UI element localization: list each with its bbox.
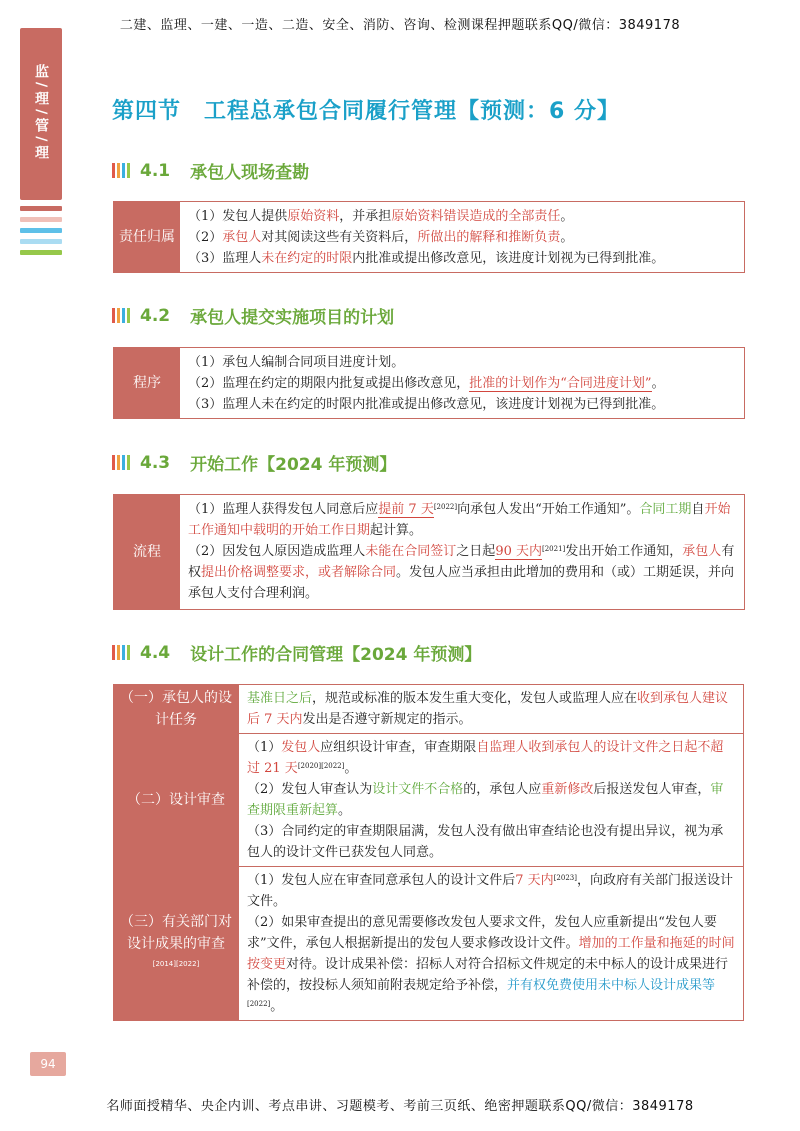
side-tab-label: 监/理/管/理 (33, 64, 49, 164)
side-color-bars (20, 206, 62, 261)
box-content (180, 348, 744, 418)
row-label: （一）承包人的设计任务 (114, 685, 239, 734)
header-banner: 二建、监理、一建、一造、二造、安全、消防、咨询、检测课程押题联系QQ/微信：3849178 (119, 18, 681, 33)
page-number: 94 (30, 1052, 66, 1076)
side-bar (20, 206, 62, 211)
box-label: 程序 (114, 348, 180, 418)
footer-banner: 名师面授精华、央企内训、考点串讲、习题模考、考前三页纸、绝密押题联系QQ/微信：3849178 (106, 1099, 694, 1114)
box-label: 流程 (114, 495, 180, 609)
subsection-number: 4.1 (140, 160, 171, 181)
subsection-title: 承包人提交实施项目的计划 (190, 308, 395, 328)
side-bar (20, 250, 62, 255)
box-content (180, 495, 744, 609)
subsection-number: 4.4 (140, 642, 171, 663)
row-label: （二）设计审查 (114, 734, 239, 867)
text-line: （2）监理在约定的期限内批复或提出修改意见，批准的计划作为“合同进度计划”。 (188, 376, 665, 391)
text-line: （1）承包人编制合同项目进度计划。 (188, 355, 405, 370)
box-label: 责任归属 (114, 202, 180, 272)
design-management-table (113, 684, 744, 1021)
text-line: （2）因发包人原因造成监理人未能在合同签订之日起90 天内[2021]发出开始工作通知，承包人有权提出价格调整要求，或者解除合同。发包人应当承担由此增加的费用和（或）工期延误，并向承包人支付合理利润。 (188, 544, 735, 601)
heading-bars-icon (112, 455, 130, 470)
subsection-heading-4-2 (112, 303, 394, 328)
subsection-title: 承包人现场查勘 (190, 163, 310, 183)
text-line: （3）监理人未在约定的时限内批准或提出修改意见，该进度计划视为已得到批准。 (188, 397, 665, 412)
row-content: （1）发包人应组织设计审查，审查期限自监理人收到承包人的设计文件之日起不超过 21 天[2020][2022]。 （2）发包人审查认为设计文件不合格的，承包人应重新修改后报送发包人审查，审查期限重新起算。 （3）合同约定的审查期限届满，发包人没有做出审查结论也没有提出异议，视为承包人的设计文件已获发包人同意。 (239, 734, 744, 867)
subsection-heading-4-3 (112, 450, 396, 475)
heading-bars-icon (112, 163, 130, 178)
text-line: （2）承包人对其阅读这些有关资料后，所做出的解释和推断负责。 (188, 230, 574, 245)
subsection-title: 开始工作【2024 年预测】 (190, 455, 397, 475)
side-bar (20, 217, 62, 222)
table-row (114, 685, 744, 734)
row-label: （三）有关部门对设计成果的审查[2014][2022] (114, 867, 239, 1021)
box-content (180, 202, 744, 272)
box-4-2 (113, 347, 745, 419)
text-line: （1）监理人获得发包人同意后应提前 7 天[2022]向承包人发出“开始工作通知”。合同工期自开始工作通知中载明的开始工作日期起计算。 (188, 502, 731, 538)
section-title: 第四节 工程总承包合同履行管理【预测：6 分】 (112, 99, 620, 124)
table-row (114, 734, 744, 867)
subsection-number: 4.2 (140, 305, 171, 326)
subsection-heading-4-4 (112, 640, 481, 665)
table-row (114, 867, 744, 1021)
subsection-title: 设计工作的合同管理【2024 年预测】 (190, 645, 482, 665)
box-4-3 (113, 494, 745, 610)
side-chapter-tab (20, 28, 62, 200)
side-bar (20, 228, 62, 233)
heading-bars-icon (112, 645, 130, 660)
side-bar (20, 239, 62, 244)
box-4-1 (113, 201, 745, 273)
text-line: （1）发包人提供原始资料，并承担原始资料错误造成的全部责任。 (188, 209, 574, 224)
row-content: （1）发包人应在审查同意承包人的设计文件后7 天内[2023]，向政府有关部门报送设计文件。 （2）如果审查提出的意见需要修改发包人要求文件，发包人应重新提出“发包人要求”文件，承包人根据新提出的发包人要求修改设计文件。增加的工作量和拖延的时间按变更对待。设计成果补偿：招标人对符合招标文件规定的未中标人的设计成果进行补偿的，按投标人须知前附表规定给予补偿，并有权免费使用未中标人设计成果等[2022]。 (239, 867, 744, 1021)
subsection-heading-4-1 (112, 158, 309, 183)
subsection-number: 4.3 (140, 452, 171, 473)
heading-bars-icon (112, 308, 130, 323)
text-line: （3）监理人未在约定的时限内批准或提出修改意见，该进度计划视为已得到批准。 (188, 251, 665, 266)
row-content: 基准日之后，规范或标准的版本发生重大变化，发包人或监理人应在收到承包人建议后 7 天内发出是否遵守新规定的指示。 (239, 685, 744, 734)
